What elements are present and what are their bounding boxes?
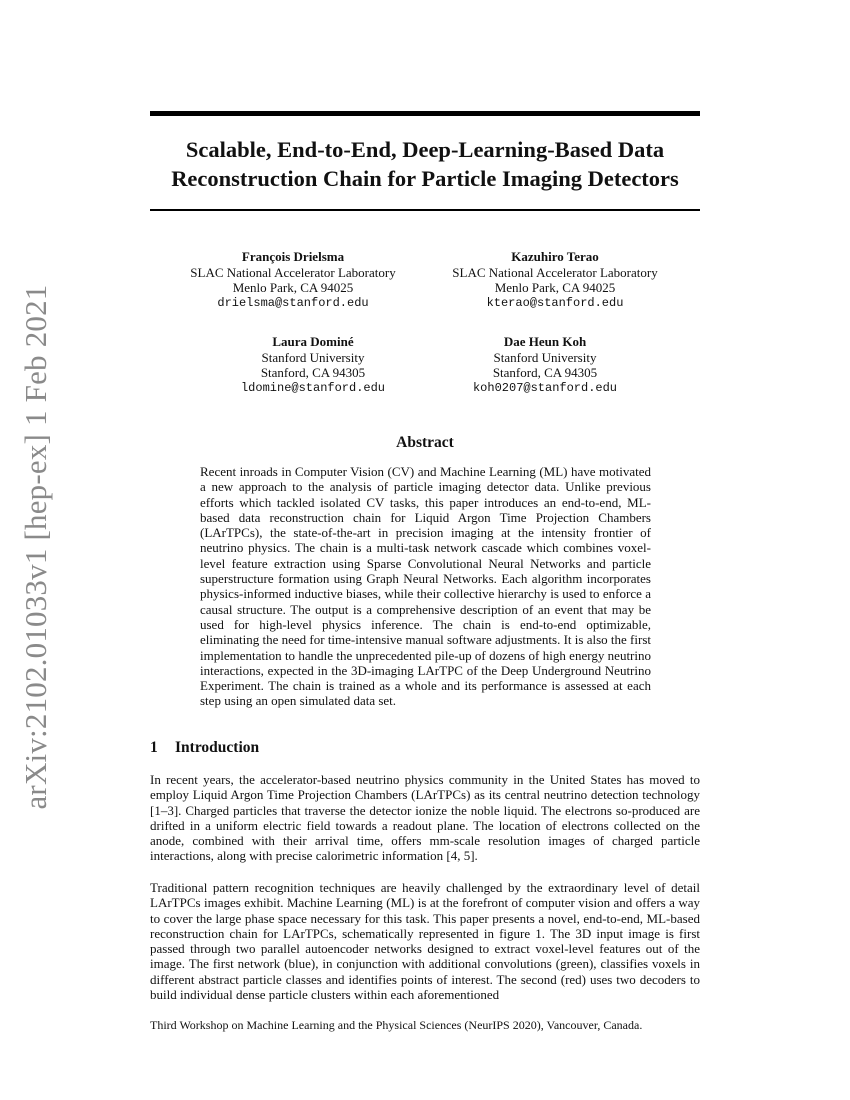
title-rule-bottom [150, 209, 700, 211]
author-affiliation: Stanford University [261, 349, 365, 365]
author-block-drielsma [168, 249, 418, 311]
author-name: François Drielsma [241, 249, 345, 264]
author-affiliation: SLAC National Accelerator Laboratory [452, 264, 658, 280]
author-email[interactable]: kterao@stanford.edu [486, 295, 624, 310]
author-name: Dae Heun Koh [503, 334, 587, 349]
intro-paragraph-1: In recent years, the accelerator-based neutrino physics community in the United States has moved to employ Liquid Argon Time Projection Chambers (LArTPCs) as its central neutrino detection technology [1–3]. Charged particles that traverse the detector ionize the noble liquid. The electrons so-produced are drifted in a uniform electric field towards a readout plane. The location of electrons collected on the anode, combined with their arrival time, offers mm-scale resolution images of charged particle interactions, along with precise calorimetric information [4, 5]. [150, 772, 700, 864]
section-heading-introduction [150, 739, 259, 757]
author-email[interactable]: drielsma@stanford.edu [217, 295, 369, 310]
arxiv-identifier-stamp [14, 284, 58, 810]
abstract-body: Recent inroads in Computer Vision (CV) and Machine Learning (ML) have motivated a new approach to the analysis of particle imaging detector data. Unlike previous efforts which tackled isolated CV tasks, this paper introduces an end-to-end, ML-based data reconstruction chain for Liquid Argon Time Projection Chambers (LArTPCs), the state-of-the-art in precision imaging at the intensity frontier of neutrino physics. The chain is a multi-task network cascade which combines voxel-level feature extraction using Sparse Convolutional Neural Networks and particle superstructure formation using Graph Neural Networks. Each algorithm incorporates physics-informed inductive biases, while their collective hierarchy is used to enforce a causal structure. The output is a comprehensive description of an event that may be used for high-level physics inference. The chain is end-to-end optimizable, eliminating the need for time-intensive manual software adjustments. It is also the first implementation to handle the unprecedented pile-up of dozens of high energy neutrino interactions, expected in the 3D-imaging LArTPC of the Deep Underground Neutrino Experiment. The chain is trained as a whole and its performance is assessed at each step using an open simulated data set. [200, 464, 651, 709]
author-location: Stanford, CA 94305 [492, 365, 598, 380]
section-title: Introduction [175, 739, 260, 756]
paper-title-line-1: Scalable, End-to-End, Deep-Learning-Based Data [185, 137, 665, 162]
author-location: Stanford, CA 94305 [260, 365, 366, 380]
author-email[interactable]: koh0207@stanford.edu [472, 380, 618, 395]
author-block-terao [430, 249, 680, 311]
venue-footnote: Third Workshop on Machine Learning and the Physical Sciences (NeurIPS 2020), Vancouver, Canada. [150, 1018, 643, 1032]
author-name: Kazuhiro Terao [511, 249, 599, 264]
author-location: Menlo Park, CA 94025 [232, 280, 354, 295]
author-affiliation: Stanford University [493, 349, 597, 365]
arxiv-id-text: arXiv:2102.01033v1 [hep-ex] 1 Feb 2021 [18, 284, 53, 810]
author-name: Laura Dominé [272, 334, 354, 349]
paper-title-line-2: Reconstruction Chain for Particle Imaging Detectors [171, 166, 679, 191]
author-block-koh [420, 334, 670, 396]
author-affiliation: SLAC National Accelerator Laboratory [190, 264, 396, 280]
abstract-heading: Abstract [396, 434, 454, 451]
author-block-domine [188, 334, 438, 396]
author-email[interactable]: ldomine@stanford.edu [240, 380, 386, 395]
author-location: Menlo Park, CA 94025 [494, 280, 616, 295]
section-number: 1 [150, 739, 158, 756]
paper-title [150, 135, 700, 193]
intro-paragraph-2: Traditional pattern recognition techniques are heavily challenged by the extraordinary level of detail LArTPCs images exhibit. Machine Learning (ML) is at the forefront of computer vision and offers a way to cover the large phase space necessary for this task. This paper presents a novel, end-to-end, ML-based reconstruction chain for LArTPCs, schematically represented in figure 1. The 3D input image is first passed through two parallel autoencoder networks designed to extract voxel-level features out of the image. The first network (blue), in conjunction with additional convolutions (green), classifies voxels in different abstract particle classes and identifies points of interest. The second (red) uses two decoders to build individual dense particle clusters within each aforementioned [150, 880, 700, 1003]
title-rule-top [150, 111, 700, 116]
